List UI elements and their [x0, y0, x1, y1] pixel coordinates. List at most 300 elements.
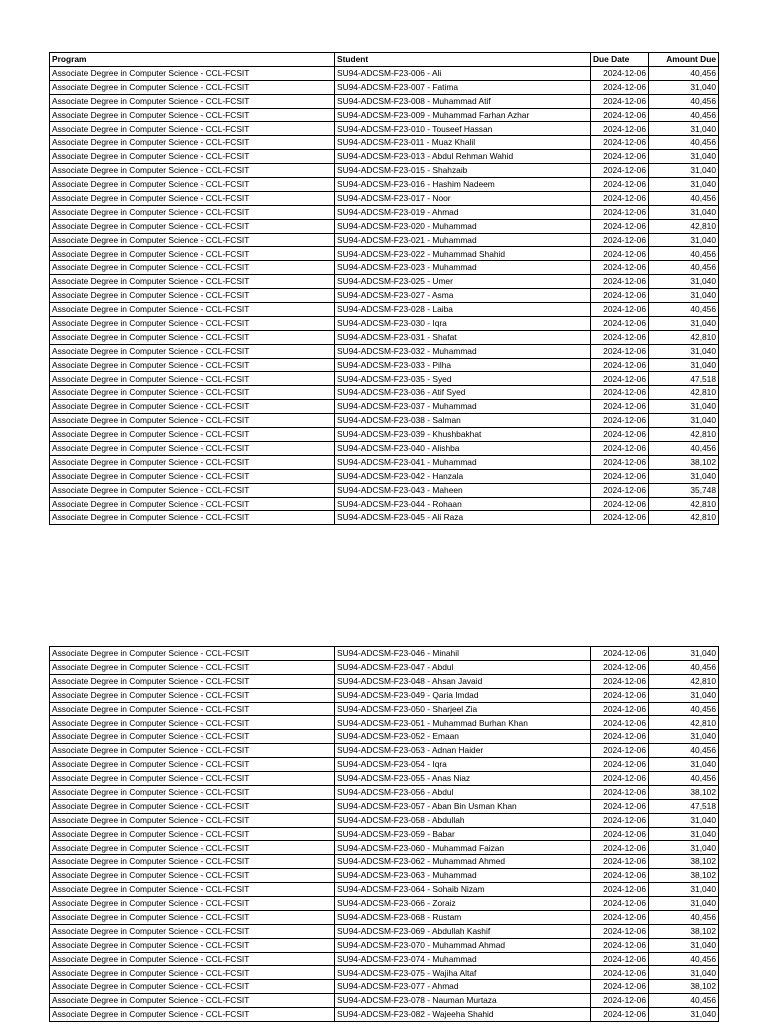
amount-due-cell: 40,456 — [649, 772, 719, 786]
program-cell: Associate Degree in Computer Science - CCL-FCSIT — [50, 966, 335, 980]
table-row — [50, 289, 719, 303]
program-cell: Associate Degree in Computer Science - CCL-FCSIT — [50, 744, 335, 758]
due-date-cell: 2024-12-06 — [591, 897, 649, 911]
student-cell: SU94-ADCSM-F23-030 - Iqra — [335, 316, 591, 330]
program-cell: Associate Degree in Computer Science - CCL-FCSIT — [50, 758, 335, 772]
amount-due-cell: 40,456 — [649, 910, 719, 924]
table-row — [50, 108, 719, 122]
due-date-cell: 2024-12-06 — [591, 233, 649, 247]
amount-due-cell: 31,040 — [649, 289, 719, 303]
header-due-date: Due Date — [591, 53, 649, 67]
header-student: Student — [335, 53, 591, 67]
amount-due-cell: 40,456 — [649, 994, 719, 1008]
due-date-cell: 2024-12-06 — [591, 289, 649, 303]
amount-due-cell: 40,456 — [649, 702, 719, 716]
due-date-cell: 2024-12-06 — [591, 469, 649, 483]
student-cell: SU94-ADCSM-F23-033 - Pilha — [335, 358, 591, 372]
amount-due-cell: 31,040 — [649, 150, 719, 164]
due-date-cell: 2024-12-06 — [591, 827, 649, 841]
program-cell: Associate Degree in Computer Science - CCL-FCSIT — [50, 108, 335, 122]
student-cell: SU94-ADCSM-F23-050 - Sharjeel Zia — [335, 702, 591, 716]
table-row — [50, 386, 719, 400]
table-row — [50, 372, 719, 386]
amount-due-cell: 31,040 — [649, 178, 719, 192]
student-cell: SU94-ADCSM-F23-062 - Muhammad Ahmed — [335, 855, 591, 869]
due-date-cell: 2024-12-06 — [591, 910, 649, 924]
amount-due-cell: 40,456 — [649, 136, 719, 150]
program-cell: Associate Degree in Computer Science - CCL-FCSIT — [50, 994, 335, 1008]
table-row — [50, 966, 719, 980]
student-cell: SU94-ADCSM-F23-020 - Muhammad — [335, 219, 591, 233]
student-cell: SU94-ADCSM-F23-031 - Shafat — [335, 330, 591, 344]
table-row — [50, 855, 719, 869]
due-date-cell: 2024-12-06 — [591, 386, 649, 400]
amount-due-cell: 38,102 — [649, 924, 719, 938]
table-row — [50, 441, 719, 455]
student-cell: SU94-ADCSM-F23-064 - Sohaib Nizam — [335, 883, 591, 897]
program-cell: Associate Degree in Computer Science - CCL-FCSIT — [50, 702, 335, 716]
table-row — [50, 772, 719, 786]
student-cell: SU94-ADCSM-F23-023 - Muhammad — [335, 261, 591, 275]
student-cell: SU94-ADCSM-F23-047 - Abdul — [335, 660, 591, 674]
amount-due-cell: 31,040 — [649, 80, 719, 94]
program-cell: Associate Degree in Computer Science - CCL-FCSIT — [50, 730, 335, 744]
student-cell: SU94-ADCSM-F23-082 - Wajeeha Shahid — [335, 1008, 591, 1022]
student-cell: SU94-ADCSM-F23-060 - Muhammad Faizan — [335, 841, 591, 855]
student-cell: SU94-ADCSM-F23-009 - Muhammad Farhan Azhar — [335, 108, 591, 122]
amount-due-cell: 31,040 — [649, 164, 719, 178]
program-cell: Associate Degree in Computer Science - CCL-FCSIT — [50, 205, 335, 219]
student-cell: SU94-ADCSM-F23-011 - Muaz Khalil — [335, 136, 591, 150]
table-row — [50, 688, 719, 702]
program-cell: Associate Degree in Computer Science - CCL-FCSIT — [50, 344, 335, 358]
amount-due-cell: 31,040 — [649, 344, 719, 358]
amount-due-cell: 31,040 — [649, 841, 719, 855]
program-cell: Associate Degree in Computer Science - CCL-FCSIT — [50, 428, 335, 442]
program-cell: Associate Degree in Computer Science - CCL-FCSIT — [50, 289, 335, 303]
program-cell: Associate Degree in Computer Science - CCL-FCSIT — [50, 827, 335, 841]
due-date-cell: 2024-12-06 — [591, 841, 649, 855]
due-date-cell: 2024-12-06 — [591, 108, 649, 122]
student-cell: SU94-ADCSM-F23-032 - Muhammad — [335, 344, 591, 358]
student-cell: SU94-ADCSM-F23-044 - Rohaan — [335, 497, 591, 511]
amount-due-cell: 40,456 — [649, 952, 719, 966]
amount-due-cell: 40,456 — [649, 108, 719, 122]
student-cell: SU94-ADCSM-F23-059 - Babar — [335, 827, 591, 841]
student-cell: SU94-ADCSM-F23-010 - Touseef Hassan — [335, 122, 591, 136]
table-row — [50, 400, 719, 414]
amount-due-cell: 42,810 — [649, 674, 719, 688]
program-cell: Associate Degree in Computer Science - CCL-FCSIT — [50, 869, 335, 883]
amount-due-cell: 40,456 — [649, 441, 719, 455]
amount-due-cell: 31,040 — [649, 966, 719, 980]
table-row — [50, 80, 719, 94]
amount-due-cell: 31,040 — [649, 827, 719, 841]
table-row — [50, 785, 719, 799]
amount-due-cell: 31,040 — [649, 647, 719, 661]
due-date-cell: 2024-12-06 — [591, 483, 649, 497]
amount-due-cell: 31,040 — [649, 414, 719, 428]
amount-due-cell: 31,040 — [649, 688, 719, 702]
due-date-cell: 2024-12-06 — [591, 883, 649, 897]
amount-due-cell: 38,102 — [649, 980, 719, 994]
due-date-cell: 2024-12-06 — [591, 758, 649, 772]
due-date-cell: 2024-12-06 — [591, 455, 649, 469]
program-cell: Associate Degree in Computer Science - CCL-FCSIT — [50, 372, 335, 386]
program-cell: Associate Degree in Computer Science - CCL-FCSIT — [50, 938, 335, 952]
student-cell: SU94-ADCSM-F23-068 - Rustam — [335, 910, 591, 924]
amount-due-cell: 47,518 — [649, 372, 719, 386]
program-cell: Associate Degree in Computer Science - CCL-FCSIT — [50, 94, 335, 108]
student-cell: SU94-ADCSM-F23-028 - Laiba — [335, 303, 591, 317]
table-row — [50, 938, 719, 952]
student-cell: SU94-ADCSM-F23-070 - Muhammad Ahmad — [335, 938, 591, 952]
amount-due-cell: 47,518 — [649, 799, 719, 813]
student-cell: SU94-ADCSM-F23-042 - Hanzala — [335, 469, 591, 483]
table-row — [50, 483, 719, 497]
program-cell: Associate Degree in Computer Science - CCL-FCSIT — [50, 813, 335, 827]
program-cell: Associate Degree in Computer Science - CCL-FCSIT — [50, 247, 335, 261]
table-row — [50, 869, 719, 883]
program-cell: Associate Degree in Computer Science - CCL-FCSIT — [50, 219, 335, 233]
due-date-cell: 2024-12-06 — [591, 316, 649, 330]
table-row — [50, 233, 719, 247]
due-date-cell: 2024-12-06 — [591, 247, 649, 261]
student-cell: SU94-ADCSM-F23-037 - Muhammad — [335, 400, 591, 414]
student-cell: SU94-ADCSM-F23-022 - Muhammad Shahid — [335, 247, 591, 261]
table-row — [50, 660, 719, 674]
program-cell: Associate Degree in Computer Science - CCL-FCSIT — [50, 469, 335, 483]
table-row — [50, 358, 719, 372]
program-cell: Associate Degree in Computer Science - CCL-FCSIT — [50, 316, 335, 330]
due-date-cell: 2024-12-06 — [591, 372, 649, 386]
program-cell: Associate Degree in Computer Science - CCL-FCSIT — [50, 1008, 335, 1022]
due-date-cell: 2024-12-06 — [591, 966, 649, 980]
program-cell: Associate Degree in Computer Science - CCL-FCSIT — [50, 688, 335, 702]
table-row — [50, 674, 719, 688]
amount-due-cell: 40,456 — [649, 744, 719, 758]
amount-due-cell: 31,040 — [649, 233, 719, 247]
student-cell: SU94-ADCSM-F23-027 - Asma — [335, 289, 591, 303]
table-row — [50, 330, 719, 344]
due-date-cell: 2024-12-06 — [591, 400, 649, 414]
due-date-cell: 2024-12-06 — [591, 660, 649, 674]
due-date-cell: 2024-12-06 — [591, 66, 649, 80]
student-cell: SU94-ADCSM-F23-006 - Ali — [335, 66, 591, 80]
program-cell: Associate Degree in Computer Science - CCL-FCSIT — [50, 841, 335, 855]
student-cell: SU94-ADCSM-F23-045 - Ali Raza — [335, 511, 591, 525]
student-cell: SU94-ADCSM-F23-056 - Abdul — [335, 785, 591, 799]
due-date-cell: 2024-12-06 — [591, 938, 649, 952]
student-cell: SU94-ADCSM-F23-008 - Muhammad Atif — [335, 94, 591, 108]
amount-due-cell: 31,040 — [649, 316, 719, 330]
amount-due-cell: 31,040 — [649, 730, 719, 744]
program-cell: Associate Degree in Computer Science - CCL-FCSIT — [50, 497, 335, 511]
amount-due-cell: 31,040 — [649, 122, 719, 136]
program-cell: Associate Degree in Computer Science - CCL-FCSIT — [50, 386, 335, 400]
table-row — [50, 497, 719, 511]
due-date-cell: 2024-12-06 — [591, 1008, 649, 1022]
amount-due-cell: 42,810 — [649, 330, 719, 344]
amount-due-cell: 40,456 — [649, 660, 719, 674]
program-cell: Associate Degree in Computer Science - CCL-FCSIT — [50, 414, 335, 428]
student-cell: SU94-ADCSM-F23-038 - Salman — [335, 414, 591, 428]
due-date-cell: 2024-12-06 — [591, 924, 649, 938]
program-cell: Associate Degree in Computer Science - CCL-FCSIT — [50, 455, 335, 469]
program-cell: Associate Degree in Computer Science - CCL-FCSIT — [50, 122, 335, 136]
amount-due-cell: 42,810 — [649, 497, 719, 511]
due-date-cell: 2024-12-06 — [591, 219, 649, 233]
program-cell: Associate Degree in Computer Science - CCL-FCSIT — [50, 400, 335, 414]
student-cell: SU94-ADCSM-F23-046 - Minahil — [335, 647, 591, 661]
amount-due-cell: 38,102 — [649, 455, 719, 469]
due-date-cell: 2024-12-06 — [591, 869, 649, 883]
table-row — [50, 469, 719, 483]
table-row — [50, 414, 719, 428]
due-date-cell: 2024-12-06 — [591, 122, 649, 136]
header-row — [50, 53, 719, 67]
table-row — [50, 702, 719, 716]
student-cell: SU94-ADCSM-F23-025 - Umer — [335, 275, 591, 289]
due-date-cell: 2024-12-06 — [591, 688, 649, 702]
table-row — [50, 730, 719, 744]
program-cell: Associate Degree in Computer Science - CCL-FCSIT — [50, 924, 335, 938]
student-cell: SU94-ADCSM-F23-040 - Alishba — [335, 441, 591, 455]
program-cell: Associate Degree in Computer Science - CCL-FCSIT — [50, 441, 335, 455]
table-row — [50, 428, 719, 442]
program-cell: Associate Degree in Computer Science - CCL-FCSIT — [50, 303, 335, 317]
table-row — [50, 275, 719, 289]
due-date-cell: 2024-12-06 — [591, 647, 649, 661]
amount-due-cell: 42,810 — [649, 716, 719, 730]
table-row — [50, 344, 719, 358]
program-cell: Associate Degree in Computer Science - CCL-FCSIT — [50, 910, 335, 924]
student-cell: SU94-ADCSM-F23-036 - Atif Syed — [335, 386, 591, 400]
program-cell: Associate Degree in Computer Science - CCL-FCSIT — [50, 952, 335, 966]
program-cell: Associate Degree in Computer Science - CCL-FCSIT — [50, 330, 335, 344]
program-cell: Associate Degree in Computer Science - CCL-FCSIT — [50, 275, 335, 289]
due-date-cell: 2024-12-06 — [591, 511, 649, 525]
student-cell: SU94-ADCSM-F23-054 - Iqra — [335, 758, 591, 772]
table-row — [50, 219, 719, 233]
program-cell: Associate Degree in Computer Science - CCL-FCSIT — [50, 855, 335, 869]
amount-due-cell: 40,456 — [649, 303, 719, 317]
amount-due-cell: 31,040 — [649, 205, 719, 219]
amount-due-cell: 38,102 — [649, 855, 719, 869]
due-date-cell: 2024-12-06 — [591, 441, 649, 455]
table-row — [50, 66, 719, 80]
program-cell: Associate Degree in Computer Science - CCL-FCSIT — [50, 980, 335, 994]
student-cell: SU94-ADCSM-F23-048 - Ahsan Javaid — [335, 674, 591, 688]
amount-due-cell: 38,102 — [649, 869, 719, 883]
table-row — [50, 511, 719, 525]
due-date-cell: 2024-12-06 — [591, 674, 649, 688]
due-date-cell: 2024-12-06 — [591, 799, 649, 813]
due-date-cell: 2024-12-06 — [591, 497, 649, 511]
due-date-cell: 2024-12-06 — [591, 813, 649, 827]
table-row — [50, 122, 719, 136]
amount-due-cell: 31,040 — [649, 469, 719, 483]
due-date-cell: 2024-12-06 — [591, 744, 649, 758]
due-date-cell: 2024-12-06 — [591, 136, 649, 150]
table-row — [50, 841, 719, 855]
amount-due-cell: 42,810 — [649, 511, 719, 525]
due-date-cell: 2024-12-06 — [591, 275, 649, 289]
amount-due-cell: 31,040 — [649, 275, 719, 289]
table-row — [50, 952, 719, 966]
student-cell: SU94-ADCSM-F23-021 - Muhammad — [335, 233, 591, 247]
student-cell: SU94-ADCSM-F23-043 - Maheen — [335, 483, 591, 497]
student-cell: SU94-ADCSM-F23-051 - Muhammad Burhan Khan — [335, 716, 591, 730]
program-cell: Associate Degree in Computer Science - CCL-FCSIT — [50, 772, 335, 786]
table-row — [50, 247, 719, 261]
student-cell: SU94-ADCSM-F23-015 - Shahzaib — [335, 164, 591, 178]
program-cell: Associate Degree in Computer Science - CCL-FCSIT — [50, 233, 335, 247]
due-date-cell: 2024-12-06 — [591, 855, 649, 869]
table-row — [50, 1008, 719, 1022]
table-row — [50, 647, 719, 661]
student-cell: SU94-ADCSM-F23-041 - Muhammad — [335, 455, 591, 469]
program-cell: Associate Degree in Computer Science - CCL-FCSIT — [50, 191, 335, 205]
student-cell: SU94-ADCSM-F23-017 - Noor — [335, 191, 591, 205]
amount-due-cell: 31,040 — [649, 938, 719, 952]
due-date-cell: 2024-12-06 — [591, 358, 649, 372]
program-cell: Associate Degree in Computer Science - CCL-FCSIT — [50, 261, 335, 275]
student-cell: SU94-ADCSM-F23-016 - Hashim Nadeem — [335, 178, 591, 192]
program-cell: Associate Degree in Computer Science - CCL-FCSIT — [50, 660, 335, 674]
student-cell: SU94-ADCSM-F23-074 - Muhammad — [335, 952, 591, 966]
amount-due-cell: 31,040 — [649, 400, 719, 414]
due-date-cell: 2024-12-06 — [591, 205, 649, 219]
table-row — [50, 924, 719, 938]
table-row — [50, 716, 719, 730]
due-date-cell: 2024-12-06 — [591, 80, 649, 94]
amount-due-cell: 40,456 — [649, 94, 719, 108]
due-date-cell: 2024-12-06 — [591, 94, 649, 108]
amount-due-cell: 31,040 — [649, 1008, 719, 1022]
table-row — [50, 191, 719, 205]
fee-table-page-2 — [49, 646, 719, 1022]
student-cell: SU94-ADCSM-F23-063 - Muhammad — [335, 869, 591, 883]
table-row — [50, 758, 719, 772]
student-cell: SU94-ADCSM-F23-057 - Aban Bin Usman Khan — [335, 799, 591, 813]
student-cell: SU94-ADCSM-F23-075 - Wajiha Altaf — [335, 966, 591, 980]
table-row — [50, 205, 719, 219]
student-cell: SU94-ADCSM-F23-049 - Qaria Imdad — [335, 688, 591, 702]
amount-due-cell: 31,040 — [649, 358, 719, 372]
student-cell: SU94-ADCSM-F23-035 - Syed — [335, 372, 591, 386]
due-date-cell: 2024-12-06 — [591, 303, 649, 317]
table-row — [50, 910, 719, 924]
program-cell: Associate Degree in Computer Science - CCL-FCSIT — [50, 358, 335, 372]
table-row — [50, 94, 719, 108]
student-cell: SU94-ADCSM-F23-052 - Emaan — [335, 730, 591, 744]
amount-due-cell: 38,102 — [649, 785, 719, 799]
student-cell: SU94-ADCSM-F23-007 - Fatima — [335, 80, 591, 94]
student-cell: SU94-ADCSM-F23-058 - Abdullah — [335, 813, 591, 827]
table-row — [50, 136, 719, 150]
due-date-cell: 2024-12-06 — [591, 261, 649, 275]
program-cell: Associate Degree in Computer Science - CCL-FCSIT — [50, 511, 335, 525]
amount-due-cell: 42,810 — [649, 386, 719, 400]
table-row — [50, 150, 719, 164]
due-date-cell: 2024-12-06 — [591, 178, 649, 192]
amount-due-cell: 40,456 — [649, 247, 719, 261]
amount-due-cell: 42,810 — [649, 219, 719, 233]
amount-due-cell: 35,748 — [649, 483, 719, 497]
header-program: Program — [50, 53, 335, 67]
table-row — [50, 883, 719, 897]
program-cell: Associate Degree in Computer Science - CCL-FCSIT — [50, 897, 335, 911]
table-row — [50, 303, 719, 317]
table-row — [50, 813, 719, 827]
program-cell: Associate Degree in Computer Science - CCL-FCSIT — [50, 150, 335, 164]
amount-due-cell: 31,040 — [649, 897, 719, 911]
program-cell: Associate Degree in Computer Science - CCL-FCSIT — [50, 66, 335, 80]
program-cell: Associate Degree in Computer Science - CCL-FCSIT — [50, 674, 335, 688]
table-row — [50, 799, 719, 813]
due-date-cell: 2024-12-06 — [591, 785, 649, 799]
table-row — [50, 827, 719, 841]
amount-due-cell: 40,456 — [649, 191, 719, 205]
header-amount-due: Amount Due — [649, 53, 719, 67]
student-cell: SU94-ADCSM-F23-013 - Abdul Rehman Wahid — [335, 150, 591, 164]
due-date-cell: 2024-12-06 — [591, 772, 649, 786]
table-row — [50, 455, 719, 469]
due-date-cell: 2024-12-06 — [591, 716, 649, 730]
student-cell: SU94-ADCSM-F23-053 - Adnan Haider — [335, 744, 591, 758]
program-cell: Associate Degree in Computer Science - CCL-FCSIT — [50, 136, 335, 150]
due-date-cell: 2024-12-06 — [591, 414, 649, 428]
table-row — [50, 316, 719, 330]
program-cell: Associate Degree in Computer Science - CCL-FCSIT — [50, 785, 335, 799]
due-date-cell: 2024-12-06 — [591, 330, 649, 344]
amount-due-cell: 31,040 — [649, 883, 719, 897]
amount-due-cell: 31,040 — [649, 813, 719, 827]
due-date-cell: 2024-12-06 — [591, 344, 649, 358]
table-row — [50, 744, 719, 758]
table-row — [50, 261, 719, 275]
due-date-cell: 2024-12-06 — [591, 730, 649, 744]
due-date-cell: 2024-12-06 — [591, 428, 649, 442]
due-date-cell: 2024-12-06 — [591, 980, 649, 994]
student-cell: SU94-ADCSM-F23-039 - Khushbakhat — [335, 428, 591, 442]
table-row — [50, 897, 719, 911]
program-cell: Associate Degree in Computer Science - CCL-FCSIT — [50, 716, 335, 730]
amount-due-cell: 40,456 — [649, 66, 719, 80]
program-cell: Associate Degree in Computer Science - CCL-FCSIT — [50, 647, 335, 661]
table-row — [50, 994, 719, 1008]
program-cell: Associate Degree in Computer Science - CCL-FCSIT — [50, 178, 335, 192]
program-cell: Associate Degree in Computer Science - CCL-FCSIT — [50, 799, 335, 813]
table-row — [50, 980, 719, 994]
due-date-cell: 2024-12-06 — [591, 191, 649, 205]
table-row — [50, 164, 719, 178]
student-cell: SU94-ADCSM-F23-078 - Nauman Murtaza — [335, 994, 591, 1008]
program-cell: Associate Degree in Computer Science - CCL-FCSIT — [50, 483, 335, 497]
program-cell: Associate Degree in Computer Science - CCL-FCSIT — [50, 883, 335, 897]
table-row — [50, 178, 719, 192]
student-cell: SU94-ADCSM-F23-066 - Zoraiz — [335, 897, 591, 911]
fee-table-page-1 — [49, 52, 719, 525]
due-date-cell: 2024-12-06 — [591, 702, 649, 716]
student-cell: SU94-ADCSM-F23-077 - Ahmad — [335, 980, 591, 994]
student-cell: SU94-ADCSM-F23-019 - Ahmad — [335, 205, 591, 219]
program-cell: Associate Degree in Computer Science - CCL-FCSIT — [50, 164, 335, 178]
student-cell: SU94-ADCSM-F23-069 - Abdullah Kashif — [335, 924, 591, 938]
amount-due-cell: 31,040 — [649, 758, 719, 772]
student-cell: SU94-ADCSM-F23-055 - Anas Niaz — [335, 772, 591, 786]
